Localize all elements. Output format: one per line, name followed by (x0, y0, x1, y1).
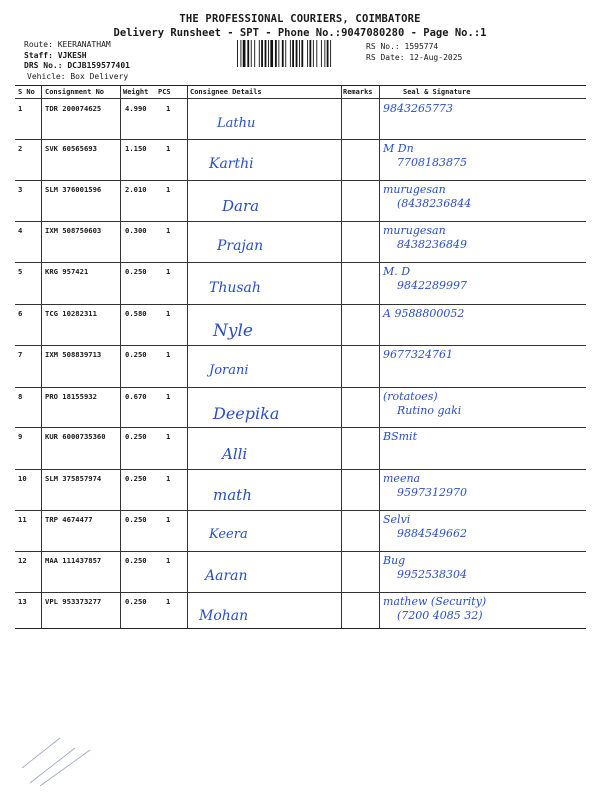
barcode-bar (282, 40, 284, 67)
pieces-count: 1 (166, 267, 171, 276)
weight-value: 0.250 (125, 556, 147, 565)
weight-value: 0.250 (125, 267, 147, 276)
consignee-handwriting: Lathu (217, 116, 256, 131)
consignee-handwriting: Keera (209, 527, 248, 542)
weight-value: 0.250 (125, 350, 147, 359)
signature-line-1: meena (383, 472, 421, 485)
weight-value: 0.250 (125, 515, 147, 524)
col-header-sno: S No (18, 88, 35, 96)
consignment-number: MAA 111437857 (45, 556, 102, 565)
barcode-bar (275, 40, 277, 67)
signature-line-2: 9597312970 (397, 486, 467, 499)
weight-value: 0.250 (125, 432, 147, 441)
consignment-number: TDR 200074625 (45, 104, 102, 113)
barcode-bar (313, 40, 314, 67)
serial-number: 2 (18, 144, 23, 153)
consignment-number: SVK 60565693 (45, 144, 97, 153)
signature-line-1: Bug (383, 554, 406, 567)
pieces-count: 1 (166, 392, 171, 401)
table-row (15, 387, 586, 427)
drs-number: DRS No.: DCJB159577401 (24, 61, 130, 70)
serial-number: 5 (18, 267, 23, 276)
consignee-handwriting: Thusah (209, 280, 261, 296)
barcode-bar (247, 40, 249, 67)
barcode-bar (237, 40, 238, 67)
signature-line-2: 7708183875 (397, 156, 467, 169)
weight-value: 4.990 (125, 104, 147, 113)
serial-number: 4 (18, 226, 23, 235)
table-row (15, 180, 586, 221)
weight-value: 0.250 (125, 597, 147, 606)
barcode-bar (307, 40, 308, 67)
rs-info (366, 41, 462, 63)
barcode-bar (251, 40, 252, 67)
barcode-bar (259, 40, 260, 67)
table-row (15, 262, 586, 304)
barcode-bar (261, 40, 263, 67)
consignment-number: SLM 375857974 (45, 474, 102, 483)
barcode-bar (296, 40, 298, 67)
table-row (15, 345, 586, 387)
consignee-handwriting: Nyle (213, 321, 253, 341)
runsheet-table (15, 85, 586, 629)
serial-number: 13 (18, 597, 27, 606)
col-header-consignment: Consignment No (45, 88, 105, 96)
pieces-count: 1 (166, 515, 171, 524)
consignment-number: SLM 376001596 (45, 185, 102, 194)
signature-line-1: Selvi (383, 513, 411, 526)
consignee-handwriting: Mohan (199, 608, 249, 624)
pen-scribble (20, 728, 110, 788)
table-row (15, 221, 586, 262)
pieces-count: 1 (166, 144, 171, 153)
pieces-count: 1 (166, 556, 171, 565)
signature-line-2: Rutino gaki (397, 404, 462, 417)
pieces-count: 1 (166, 185, 171, 194)
barcode-bar (240, 40, 241, 67)
serial-number: 11 (18, 515, 27, 524)
serial-number: 8 (18, 392, 23, 401)
barcode-bar (299, 40, 300, 67)
serial-number: 12 (18, 556, 27, 565)
weight-value: 0.300 (125, 226, 147, 235)
col-header-seal: Seal & Signature (403, 88, 471, 96)
barcode-bar (316, 40, 317, 67)
consignee-handwriting: Deepika (213, 404, 280, 423)
route-label: Route: KEERANATHAM (24, 40, 111, 49)
runsheet-subtitle: Delivery Runsheet - SPT - Phone No.:9047080280 - Page No.:1 (113, 27, 487, 39)
consignment-number: TCG 10282311 (45, 309, 97, 318)
pieces-count: 1 (166, 226, 171, 235)
consignment-number: VPL 953373277 (45, 597, 102, 606)
rs-date: RS Date: 12-Aug-2025 (366, 53, 463, 62)
pieces-count: 1 (166, 432, 171, 441)
consignment-number: KRG 957421 (45, 267, 89, 276)
signature-line-1: M. D (383, 265, 411, 278)
signature-line-2: 9952538304 (397, 568, 467, 581)
consignee-handwriting: math (213, 486, 252, 504)
barcode-bar (268, 40, 269, 67)
table-row (15, 469, 586, 510)
serial-number: 7 (18, 350, 23, 359)
barcode-bar (243, 40, 246, 67)
weight-value: 0.250 (125, 474, 147, 483)
signature-line-1: murugesan (383, 183, 446, 196)
signature-line-1: 9843265773 (383, 102, 453, 115)
col-header-remarks: Remarks (343, 88, 373, 96)
barcode-bar (309, 40, 311, 67)
signature-line-1: murugesan (383, 224, 446, 237)
consignee-handwriting: Jorani (209, 363, 249, 378)
serial-number: 9 (18, 432, 23, 441)
barcode-bar (265, 40, 267, 67)
barcode-bar (321, 40, 322, 67)
barcode-bar (292, 40, 294, 67)
signature-line-1: BSmit (383, 430, 417, 443)
signature-line-1: mathew (Security) (383, 595, 487, 608)
company-title: THE PROFESSIONAL COURIERS, COIMBATORE (179, 13, 421, 25)
barcode-bar (327, 40, 329, 67)
table-row (15, 304, 586, 345)
pieces-count: 1 (166, 597, 171, 606)
barcode-bar (285, 40, 286, 67)
signature-line-2: (8438236844 (397, 197, 472, 210)
table-row (15, 427, 586, 469)
barcode-bar (290, 40, 291, 67)
signature-line-2: (7200 4085 32) (397, 609, 483, 622)
barcode-bar (254, 40, 255, 67)
pieces-count: 1 (166, 104, 171, 113)
signature-line-2: 9842289997 (397, 279, 467, 292)
consignee-handwriting: Alli (222, 445, 248, 463)
weight-value: 0.670 (125, 392, 147, 401)
pieces-count: 1 (166, 309, 171, 318)
vehicle-label: Vehicle: Box Delivery (27, 71, 129, 81)
table-row (15, 551, 586, 592)
consignee-handwriting: Prajan (217, 238, 264, 254)
weight-value: 0.580 (125, 309, 147, 318)
serial-number: 3 (18, 185, 23, 194)
table-row (15, 592, 586, 630)
signature-line-2: 8438236849 (397, 238, 467, 251)
weight-value: 1.150 (125, 144, 147, 153)
consignment-number: IXM 508839713 (45, 350, 102, 359)
signature-line-2: 9884549662 (397, 527, 467, 540)
barcode-bar (270, 40, 273, 67)
signature-line-1: A 9588800052 (383, 307, 465, 320)
rs-number: RS No.: 1595774 (366, 42, 439, 51)
signature-line-1: M Dn (383, 142, 414, 155)
pieces-count: 1 (166, 350, 171, 359)
table-row (15, 510, 586, 551)
consignment-number: TRP 4674477 (45, 515, 93, 524)
consignment-number: PRO 18155932 (45, 392, 97, 401)
consignee-handwriting: Aaran (205, 568, 248, 584)
consignee-handwriting: Dara (222, 197, 260, 215)
consignment-number: KUR 6000735360 (45, 432, 106, 441)
barcode-bar (278, 40, 279, 67)
barcode-bar (324, 40, 325, 67)
col-header-pcs: PCS (158, 88, 171, 96)
serial-number: 1 (18, 104, 23, 113)
runsheet-info (24, 40, 130, 82)
table-row (15, 99, 586, 139)
barcode-bar (330, 40, 331, 67)
consignment-number: IXM 508750603 (45, 226, 102, 235)
col-header-weight: Weight (123, 88, 149, 96)
table-row (15, 139, 586, 180)
barcode-bar (301, 40, 303, 67)
pieces-count: 1 (166, 474, 171, 483)
signature-line-1: (rotatoes) (383, 390, 438, 403)
barcode (236, 40, 360, 67)
consignee-handwriting: Karthi (209, 156, 254, 172)
serial-number: 10 (18, 474, 27, 483)
staff-label: Staff: VJKESH (24, 50, 87, 60)
signature-line-1: 9677324761 (383, 348, 453, 361)
weight-value: 2.010 (125, 185, 147, 194)
serial-number: 6 (18, 309, 23, 318)
col-header-consignee: Consignee Details (190, 88, 262, 96)
